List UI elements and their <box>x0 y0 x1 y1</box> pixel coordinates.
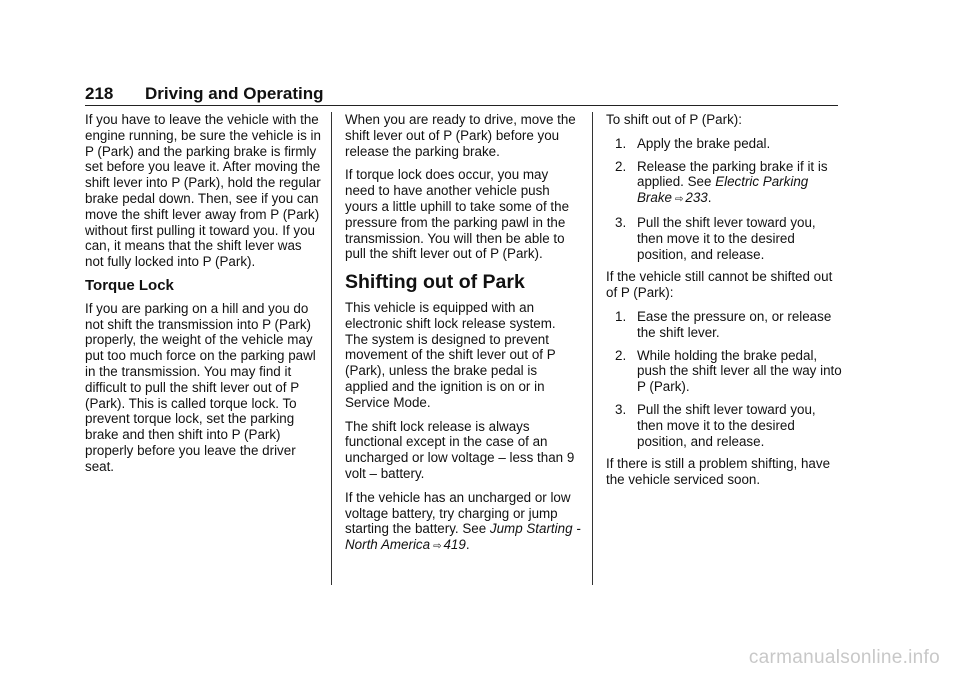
heading-shifting-out-of-park: Shifting out of Park <box>345 271 525 294</box>
paragraph: If the vehicle still cannot be shifted out of P (Park): <box>606 269 833 301</box>
paragraph: If you have to leave the vehicle with the engine running, be sure the vehicle is in P (Park) and the parking brake is firmly set before you leave it. After moving the shift lever into P (Park), hold the regular brake pedal down. Then, see if you can move the shift lever away from P (Park) without first pulling it toward you. If you can, it means that the shift lever was not fully locked into P (Park). <box>85 112 321 270</box>
page-ref-arrow-icon: ⇨ <box>674 194 684 206</box>
list-number: 1. <box>615 308 627 324</box>
paragraph: When you are ready to drive, move the shift lever out of P (Park) before you release the parking brake. <box>345 112 576 159</box>
section-title: Driving and Operating <box>145 84 324 103</box>
watermark: carmanualsonline.info <box>748 647 940 668</box>
paragraph: If there is still a problem shifting, have the vehicle serviced soon. <box>606 456 831 488</box>
page-reference[interactable]: 419 <box>443 537 466 553</box>
page-ref-arrow-icon: ⇨ <box>433 541 442 553</box>
paragraph: To shift out of P (Park): <box>606 112 742 127</box>
list-number: 3. <box>615 401 627 417</box>
column-2 <box>345 112 581 563</box>
cross-reference-link[interactable]: Jump Starting - North America <box>345 521 581 553</box>
list-item <box>606 136 842 152</box>
list-text: Pull the shift lever toward you, then move it to the desired position, and release. <box>637 214 816 262</box>
column-divider <box>331 112 332 585</box>
steps-list <box>606 309 842 449</box>
paragraph: If torque lock does occur, you may need to have another vehicle push yours a little uphill to take some of the pressure from the parking pawl in the transmission. You will then be able to pull the shift lever out of P (Park). <box>345 167 570 262</box>
text: . <box>465 537 470 553</box>
paragraph: This vehicle is equipped with an electronic shift lock release system. The system is designed to prevent movement of the shift lever out of P (Park), unless the brake pedal is applied and the ignition is on or in Service Mode. <box>345 299 556 410</box>
column-3 <box>606 112 842 496</box>
list-item <box>606 348 842 395</box>
paragraph: The shift lock release is always functional except in the case of an uncharged or low voltage – less than 9 volt – battery. <box>345 418 575 481</box>
list-text: Apply the brake pedal. <box>637 135 771 151</box>
list-number: 3. <box>615 214 627 230</box>
text: If the vehicle has an uncharged or low voltage battery, try charging or jump starting the battery. See <box>345 489 571 537</box>
paragraph <box>345 490 581 555</box>
list-item <box>606 215 842 262</box>
list-text: Release the parking brake if it is applied. See <box>637 158 828 190</box>
steps-list <box>606 136 842 263</box>
list-text: Pull the shift lever toward you, then move it to the desired position, and release. <box>637 401 816 449</box>
cross-reference-link[interactable]: Electric Parking Brake <box>637 174 809 206</box>
list-number: 2. <box>615 158 627 174</box>
list-text: Ease the pressure on, or release the shift lever. <box>637 308 832 340</box>
list-item <box>606 159 842 208</box>
column-divider <box>592 112 593 585</box>
column-1 <box>85 112 321 483</box>
list-item <box>606 309 842 341</box>
list-item <box>606 402 842 449</box>
list-text: While holding the brake pedal, push the shift lever all the way into P (Park). <box>637 347 842 395</box>
list-number: 2. <box>615 347 627 363</box>
subheading-torque-lock: Torque Lock <box>85 276 174 294</box>
text: . <box>707 190 712 206</box>
list-number: 1. <box>615 135 627 151</box>
page-number: 218 <box>85 84 114 103</box>
page-reference[interactable]: 233 <box>685 190 708 206</box>
paragraph: If you are parking on a hill and you do not shift the transmission into P (Park) properly, the weight of the vehicle may put too much force on the parking pawl in the transmission. You may find it difficult to pull the shift lever out of P (Park). This is called torque lock. To prevent torque lock, set the parking brake and then shift into P (Park) properly before you leave the driver seat. <box>85 300 316 474</box>
page-header <box>85 83 838 106</box>
